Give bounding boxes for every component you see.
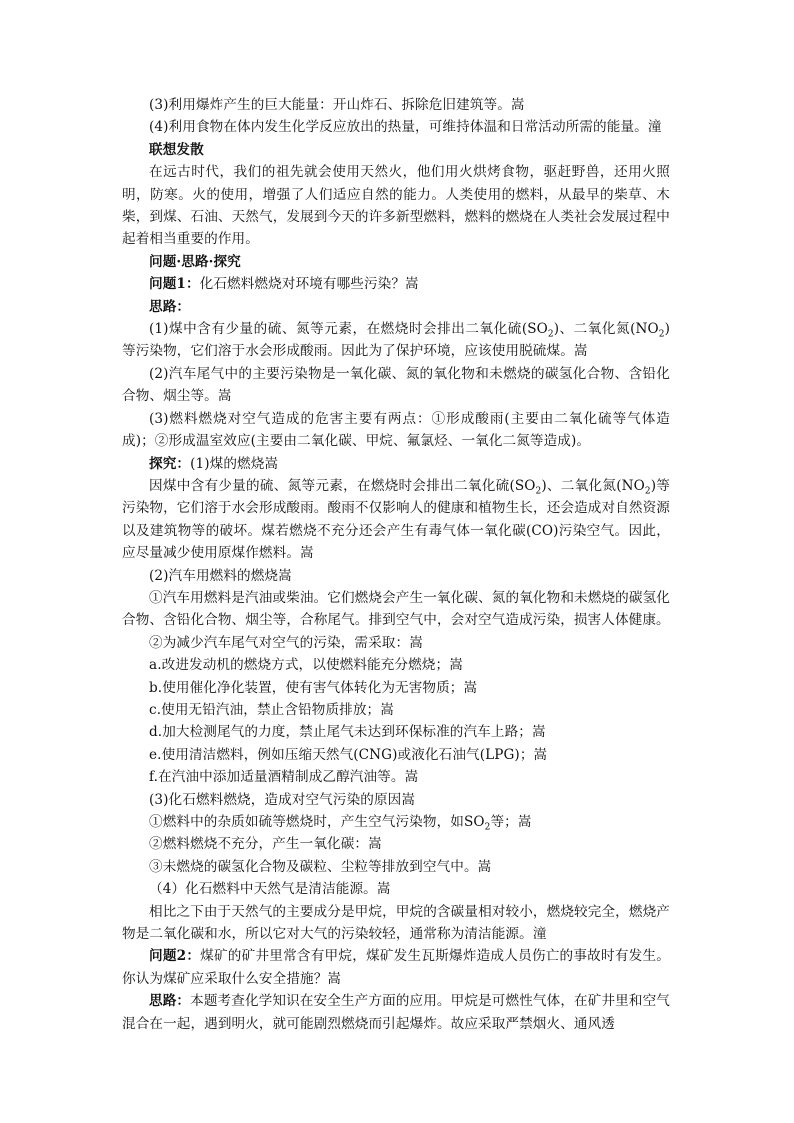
section-heading: 问题·思路·探究 [149,253,241,270]
explore-heading: 探究：(1)煤的燃烧嵩 [149,455,279,472]
list-item: b.使用催化净化装置，使有害气体转化为无害物质；嵩 [149,679,478,696]
paragraph: ②燃料燃烧不充分，产生一氧化碳：嵩 [149,836,382,853]
paragraph: ②为减少汽车尾气对空气的污染，需采取：嵩 [149,634,423,651]
paragraph: (3)燃料燃烧对空气造成的危害主要有两点：①形成酸雨(主要由二氧化硫等气体造成)；②形成温室效应(主要由二氧化碳、甲烷、氟氯烃、一氧化二氮等造成)。 [122,410,670,450]
paragraph: 在远古时代，我们的祖先就会使用天然火，他们用火烘烤食物，驱赶野兽，还用火照明，防寒。火的使用，增强了人们适应自然的能力。人类使用的燃料，从最早的柴草、木柴，到煤、石油、天然气，发展到今天的许多新型燃料，燃料的燃烧在人类社会发展过程中起着相当重要的作用。 [122,164,670,248]
paragraph: 因煤中含有少量的硫、氮等元素，在燃烧时会排出二氧化硫$(SO_2)$、二氧化氮$(NO_2)$等污染物，它们溶于水会形成酸雨。酸雨不仅影响人的健康和植物生长，还会造成对自然资源以及建筑物等的破坏。煤若燃烧不充分还会产生有毒气体一氧化碳(CO)污染空气。因此，应尽量减少使用原煤作燃料。嵩 [122,477,670,562]
paragraph: (2)汽车尾气中的主要污染物是一氧化碳、氮的氧化物和未燃烧的碳氢化合物、含铅化合物、烟尘等。嵩 [122,365,670,405]
question-2: 问题2：煤矿的矿井里常含有甲烷，煤矿发生瓦斯爆炸造成人员伤亡的事故时有发生。你认为煤矿应采取什么安全措施？嵩 [122,948,670,987]
list-item: f.在汽油中添加适量酒精制成乙醇汽油等。嵩 [149,769,419,786]
paragraph: 相比之下由于天然气的主要成分是甲烷，甲烷的含碳量相对较小，燃烧较完全，燃烧产物是二氧化碳和水，所以它对大气的污染较轻，通常称为清洁能源。潼 [122,903,670,943]
section-heading: 联想发散 [149,141,204,158]
list-item: d.加大检测尾气的力度，禁止尾气未达到环保标准的汽车上路；嵩 [149,724,546,741]
paragraph: (1)煤中含有少量的硫、氮等元素，在燃烧时会排出二氧化硫$(SO_2)$、二氧化氮$(NO_2)$等污染物，它们溶于水会形成酸雨。因此为了保护环境，应该使用脱硫煤。嵩 [122,321,670,360]
paragraph: (2)汽车用燃料的燃烧嵩 [149,567,292,584]
paragraph: (3)利用爆炸产生的巨大能量：开山炸石、拆除危旧建筑等。嵩 [149,97,525,113]
paragraph: ③未燃烧的碳氢化合物及碳粒、尘粒等排放到空气中。嵩 [149,858,492,875]
question-1: 问题1：化石燃料燃烧对环境有哪些污染？嵩 [149,276,419,293]
list-item: c.使用无铅汽油，禁止含铅物质排放；嵩 [149,701,394,718]
list-item: a.改进发动机的燃烧方式，以使燃料能充分燃烧；嵩 [149,657,463,674]
paragraph: ①汽车用燃料是汽油或柴油。它们燃烧会产生一氧化碳、氮的氧化物和未燃烧的碳氢化合物、含铅化合物、烟尘等，合称尾气。排到空气中，会对空气造成污染，损害人体健康。 [122,589,670,629]
paragraph: (3)化石燃料燃烧，造成对空气污染的原因嵩 [149,791,416,808]
paragraph: 思路：本题考查化学知识在安全生产方面的应用。甲烷是可燃性气体，在矿井里和空气混合在一起，遇到明火，就可能剧烈燃烧而引起爆炸。故应采取严禁烟火、通风透 [122,993,670,1032]
section-heading: 思路： [149,298,191,315]
paragraph: ①燃料中的杂质如硫等燃烧时，产生空气污染物，如$SO_2$等；嵩 [149,814,532,833]
list-item: e.使用清洁燃料，例如压缩天然气(CNG)或液化石油气(LPG)；嵩 [149,746,548,763]
document-body [122,94,670,1035]
paragraph: (4)利用食物在体内发生化学反应放出的热量，可维持体温和日常活动所需的能量。潼 [149,119,662,136]
paragraph: （4）化石燃料中天然气是清洁能源。嵩 [149,881,391,898]
